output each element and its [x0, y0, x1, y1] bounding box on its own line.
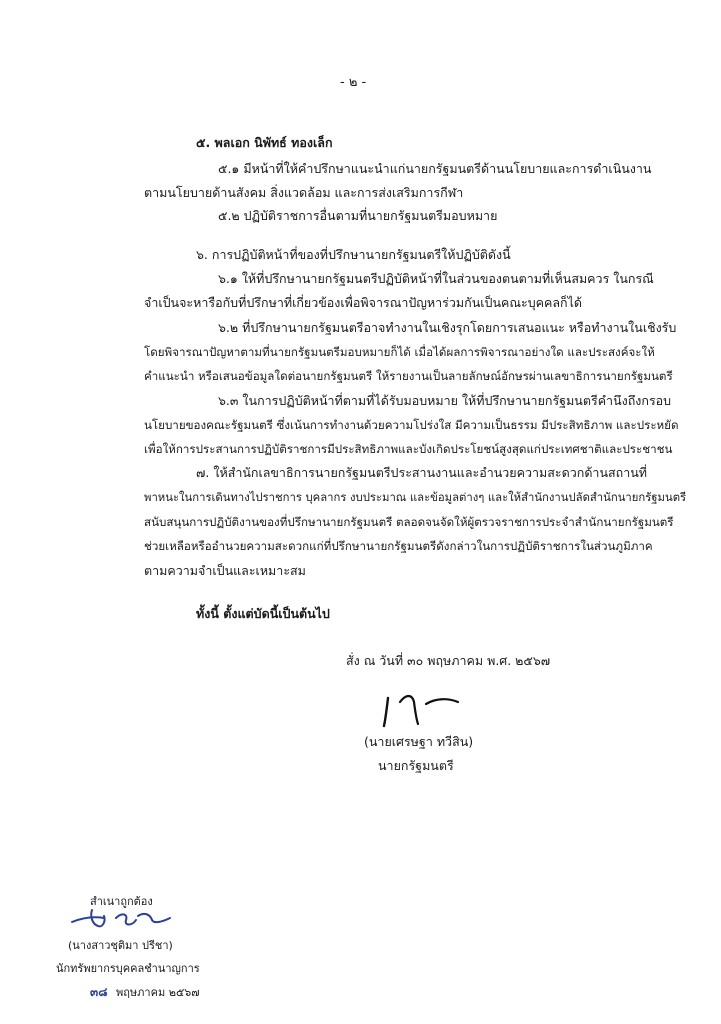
section-6-heading: ๖. การปฏิบัติหน้าที่ของที่ปรึกษานายกรัฐมนตรีให้ปฏิบัติดังนี้ [196, 247, 511, 262]
section-6-1-line-2: จำเป็นจะหารือกับที่ปรึกษาที่เกี่ยวข้องเพื่อพิจารณาปัญหาร่วมกันเป็นคณะบุคคลก็ได้ [144, 295, 582, 310]
signer-name: (นายเศรษฐา ทวีสิน) [364, 734, 474, 749]
order-date: สั่ง ณ วันที่ ๓๐ พฤษภาคม พ.ศ. ๒๕๖๗ [346, 653, 551, 668]
certified-label: สำเนาถูกต้อง [90, 895, 153, 908]
section-6-3-line-3: เพื่อให้การประสานการปฏิบัติราชการมีประสิทธิภาพและบังเกิดประโยชน์สูงสุดแก่ประเทศชาติและประชาชน [144, 442, 673, 456]
certifier-title: นักทรัพยากรบุคคลชำนาญการ [56, 962, 200, 975]
certified-date-rest: พฤษภาคม ๒๕๖๗ [116, 986, 200, 999]
section-5-2: ๕.๒ ปฏิบัติราชการอื่นตามที่นายกรัฐมนตรีมอบหมาย [218, 208, 498, 223]
page-number: - ๒ - [340, 75, 367, 90]
certifier-name: (นางสาวชุติมา ปรีชา) [68, 939, 173, 952]
section-6-2-line-3: คำแนะนำ หรือเสนอข้อมูลใดต่อนายกรัฐมนตรี ให้รายงานเป็นลายลักษณ์อักษรผ่านเลขาธิการนายกรัฐมนตรี [144, 369, 673, 383]
section-5-1-line-2: ตามนโยบายด้านสังคม สิ่งแวดล้อม และการส่งเสริมการกีฬา [144, 185, 464, 200]
section-6-2-line-2: โดยพิจารณาปัญหาตามที่นายกรัฐมนตรีมอบหมายก็ได้ เมื่อได้ผลการพิจารณาอย่างใด และประสงค์จะให้ [144, 345, 655, 359]
certifier-signature-icon [70, 906, 180, 932]
certified-date-day: ๓๘ [90, 985, 108, 999]
section-6-1-line-1: ๖.๑ ให้ที่ปรึกษานายกรัฐมนตรีปฏิบัติหน้าที่ในส่วนของตนตามที่เห็นสมควร ในกรณี [218, 271, 654, 286]
section-7-line-2: พาหนะในการเดินทางไปราชการ บุคลากร งบประมาณ และข้อมูลต่างๆ และให้สำนักงานปลัดสำนักนายกรัฐมนตรี [144, 491, 687, 504]
section-6-3-line-2: นโยบายของคณะรัฐมนตรี ซึ่งเน้นการทำงานด้วยความโปร่งใส มีความเป็นธรรม มีประสิทธิภาพ และประหยัด [144, 418, 679, 432]
pm-signature-icon [378, 690, 464, 732]
effective-statement: ทั้งนี้ ตั้งแต่บัดนี้เป็นต้นไป [196, 606, 330, 621]
section-5-heading: ๕. พลเอก นิพัทธ์ ทองเล็ก [196, 135, 333, 150]
signer-title: นายกรัฐมนตรี [378, 758, 454, 773]
section-6-3-line-1: ๖.๓ ในการปฏิบัติหน้าที่ตามที่ได้รับมอบหมาย ให้ที่ปรึกษานายกรัฐมนตรีคำนึงถึงกรอบ [218, 393, 672, 408]
section-7-line-5: ตามความจำเป็นและเหมาะสม [144, 563, 306, 578]
section-7-line-1: ๗. ให้สำนักเลขาธิการนายกรัฐมนตรีประสานงานและอำนวยความสะดวกด้านสถานที่ [196, 465, 648, 480]
section-6-2-line-1: ๖.๒ ที่ปรึกษานายกรัฐมนตรีอาจทำงานในเชิงรุกโดยการเสนอแนะ หรือทำงานในเชิงรับ [218, 320, 677, 335]
section-7-line-3: สนับสนุนการปฏิบัติงานของที่ปรึกษานายกรัฐมนตรี ตลอดจนจัดให้ผู้ตรวจราชการประจำสำนักนายกรัฐมนตรี [144, 515, 674, 529]
section-5-1-line-1: ๕.๑ มีหน้าที่ให้คำปรึกษาแนะนำแก่นายกรัฐมนตรีด้านนโยบายและการดำเนินงาน [218, 161, 652, 176]
section-7-line-4: ช่วยเหลือหรืออำนวยความสะดวกแก่ที่ปรึกษานายกรัฐมนตรีดังกล่าวในการปฏิบัติราชการในส่วนภูมิภาค [144, 539, 653, 553]
